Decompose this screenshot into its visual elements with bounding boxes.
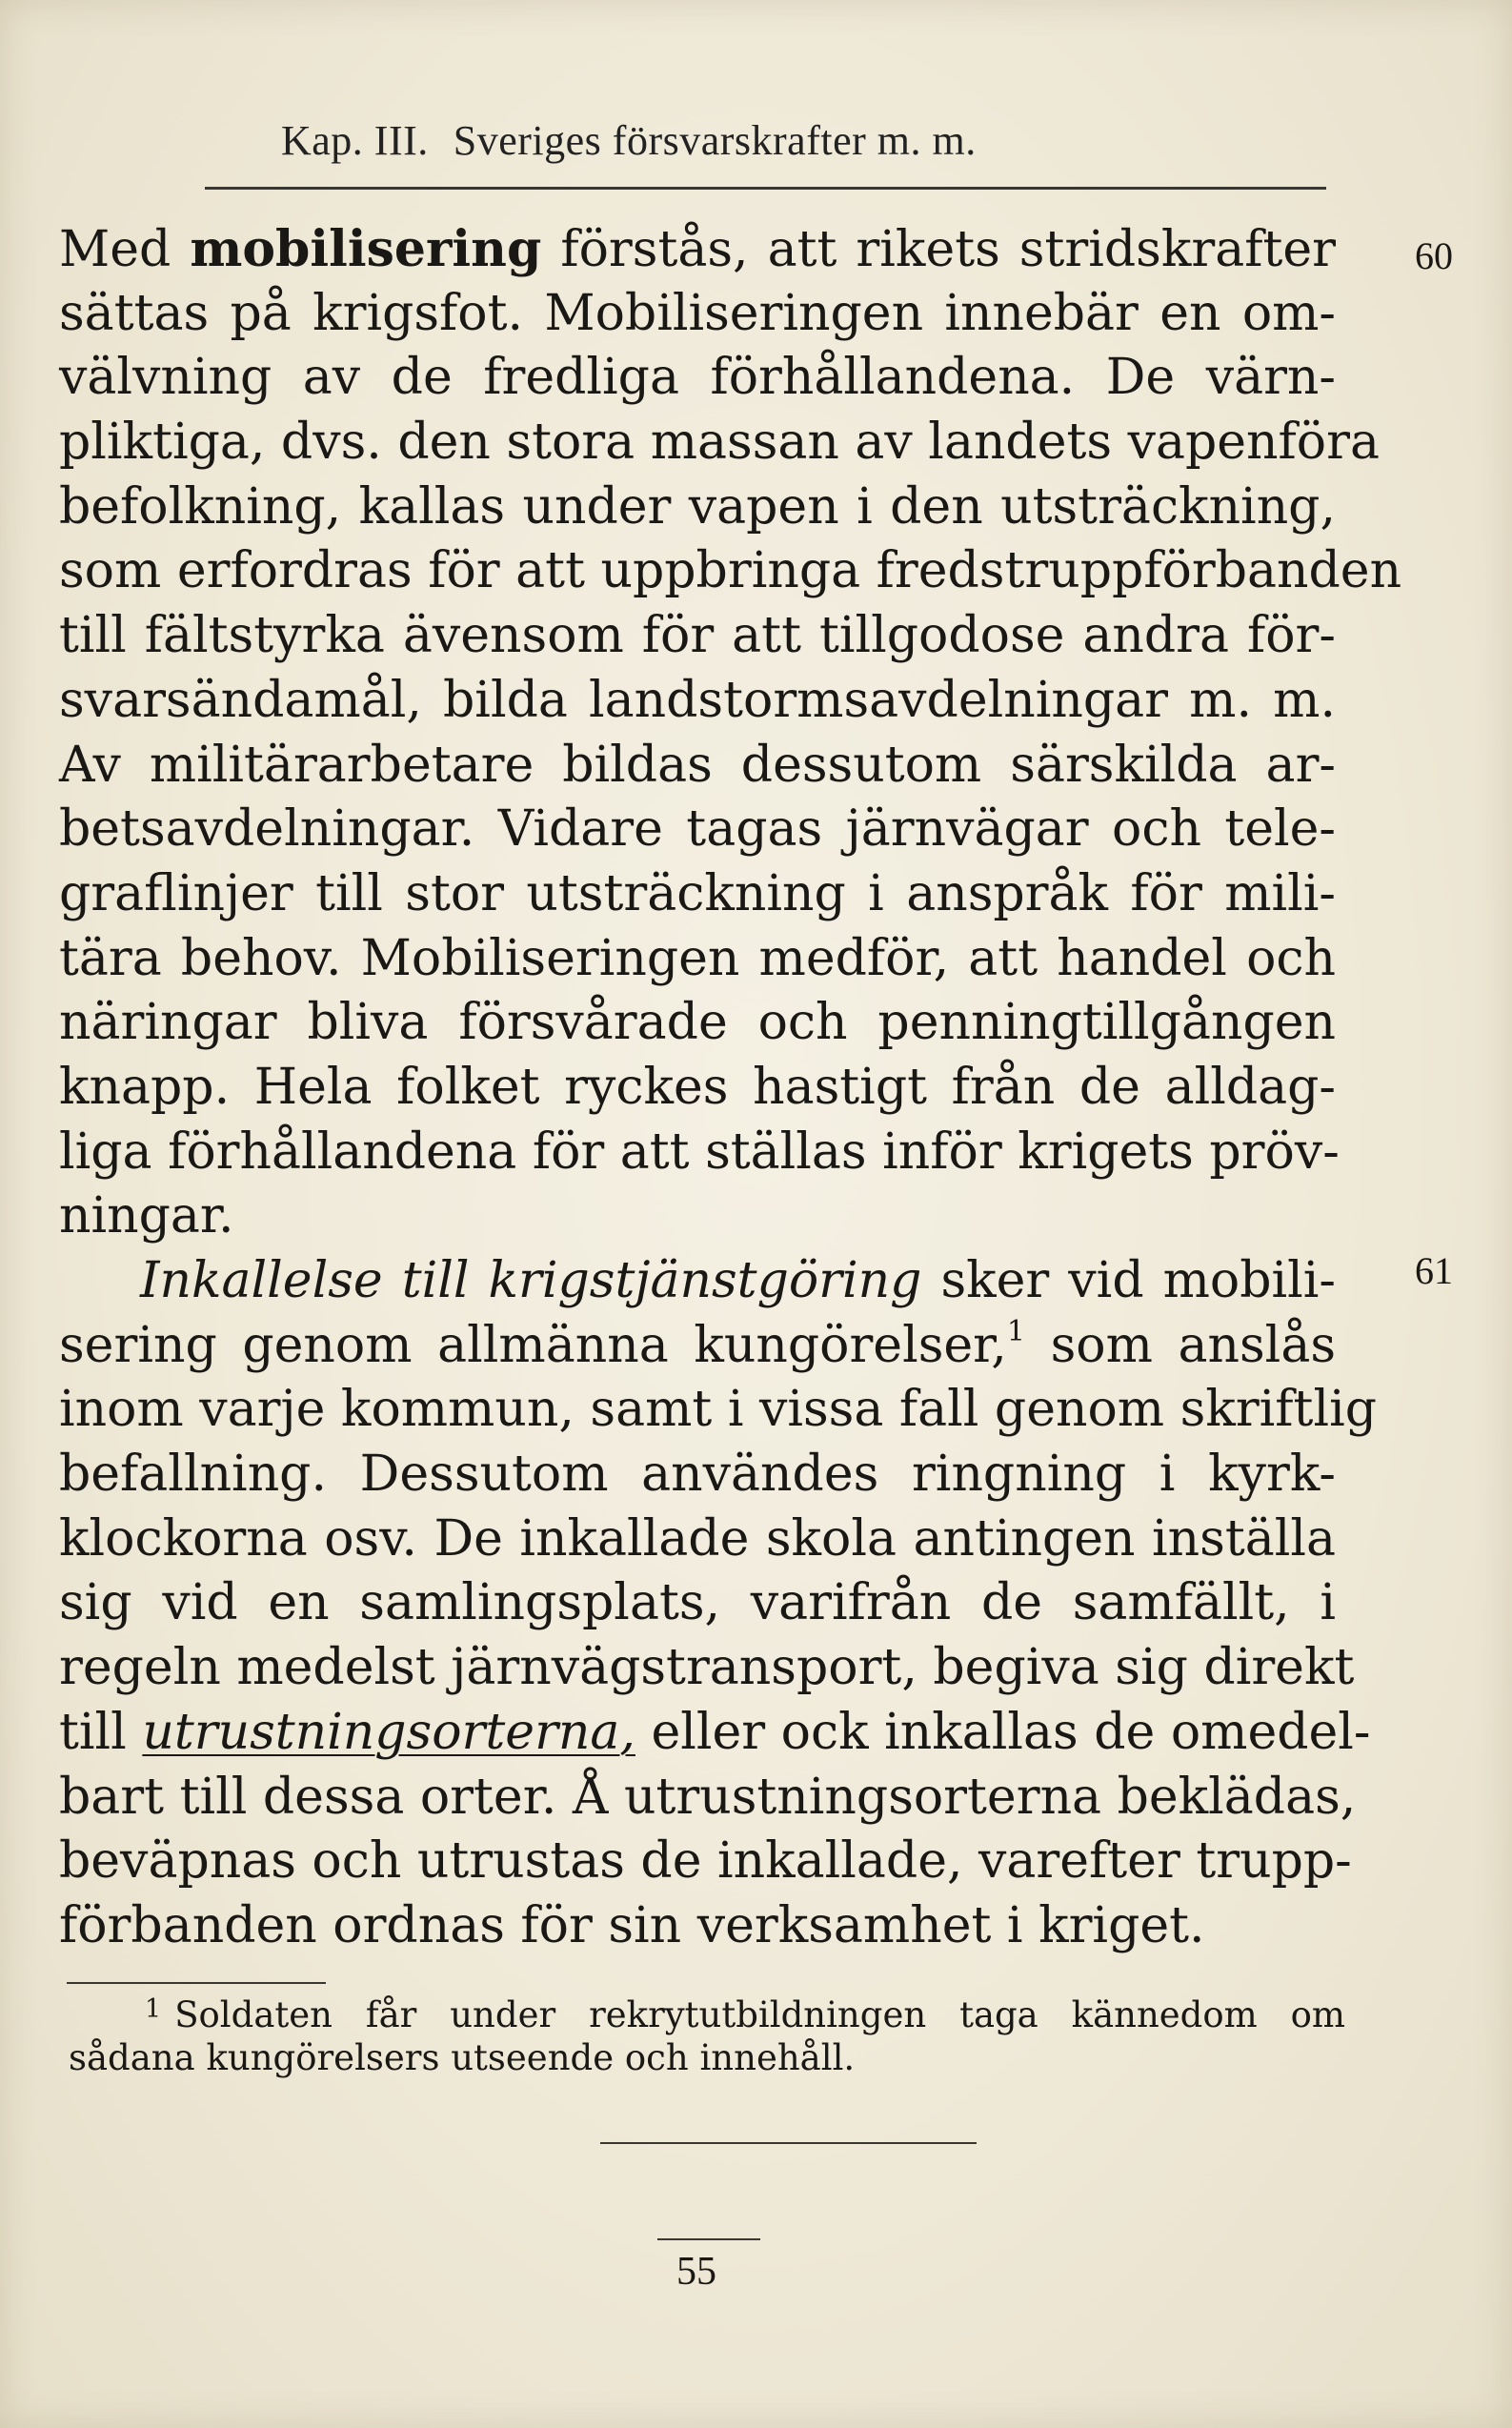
body-text — [59, 217, 1402, 1959]
text-line: befolkning, kallas under vapen i den utsträckning, — [59, 477, 1336, 536]
text-line: till utrustningsorterna, eller ock inkallas de omedel- — [59, 1703, 1371, 1761]
term-utrustningsorterna: utrustningsorterna, — [142, 1703, 635, 1761]
text-line: sig vid en samlingsplats, varifrån de samfällt, i — [59, 1574, 1336, 1632]
footnote-reference: 1 — [1006, 1314, 1025, 1348]
running-head — [281, 116, 977, 165]
text-line: betsavdelningar. Vidare tagas järnvägar och tele- — [59, 800, 1336, 859]
text-line: näringar bliva försvårade och penningtillgången — [59, 994, 1336, 1052]
divider-rule — [600, 2142, 977, 2144]
text-line: bart till dessa orter. Å utrustningsorterna beklädas, — [59, 1768, 1357, 1826]
footnote-line: $^1$ Soldaten får under rekrytutbildningen taga kännedom om — [145, 1994, 1345, 2035]
text-line: liga förhållandena för att ställas inför krigets pröv- — [59, 1123, 1340, 1181]
text-line: graflinjer till stor utsträckning i anspråk för mili- — [59, 864, 1336, 922]
text-line: Inkallelse till krigstjänstgöring sker vid mobili- — [140, 1252, 1336, 1309]
text-line: förbanden ordnas för sin verksamhet i kriget. — [59, 1896, 1205, 1954]
page-number-rule — [657, 2238, 760, 2240]
margin-number-61: 61 — [1415, 1249, 1453, 1292]
text-line: befallning. Dessutom användes ringning i kyrk- — [59, 1446, 1336, 1504]
text-line: tära behov. Mobiliseringen medför, att handel och — [59, 929, 1336, 987]
header-rule — [205, 187, 1326, 190]
text-line: inom varje kommun, samt i vissa fall genom skriftlig — [59, 1381, 1378, 1439]
text-line: pliktiga, dvs. den stora massan av landets vapenföra — [59, 414, 1380, 472]
text-line: välvning av de fredliga förhållandena. De värn- — [59, 349, 1336, 407]
text-line: knapp. Hela folket ryckes hastigt från de alldag- — [59, 1058, 1336, 1116]
footnote-rule — [67, 1982, 326, 1984]
text-line: klockorna osv. De inkallade skola antingen inställa — [59, 1509, 1336, 1568]
term-inkallelse: Inkallelse till krigstjänstgöring — [140, 1252, 922, 1309]
text-line: sering genom allmänna kungörelser,$^1$ som anslås — [59, 1314, 1337, 1374]
chapter-label: Kap. III. — [281, 117, 429, 164]
text-line: som erfordras för att uppbringa fredstruppförbanden — [59, 542, 1402, 600]
footnote-mark: 1 — [145, 1994, 162, 2024]
text-line: beväpnas och utrustas de inkallade, varefter trupp- — [59, 1832, 1352, 1891]
text-line: Med mobilisering förstås, att rikets stridskrafter — [59, 220, 1336, 278]
text-line: till fältstyrka ävensom för att tillgodose andra för- — [59, 607, 1336, 665]
page-number: 55 — [676, 2250, 716, 2294]
text-line: regeln medelst järnvägstransport, begiva sig direkt — [59, 1639, 1355, 1697]
margin-number-60: 60 — [1415, 234, 1453, 277]
text-line: Av militärarbetare bildas dessutom särskilda ar- — [59, 736, 1336, 794]
footnote — [69, 1985, 1345, 2082]
footnote-line: sådana kungörelsers utseende och innehåll. — [69, 2037, 856, 2078]
text-line: svarsändamål, bilda landstormsavdelningar m. m. — [59, 671, 1336, 729]
text-line: sättas på krigsfot. Mobiliseringen innebär en om- — [59, 284, 1336, 342]
term-mobilisering: mobilisering — [190, 220, 542, 278]
chapter-title: Sveriges försvarskrafter m. m. — [453, 117, 977, 164]
text-line: ningar. — [59, 1187, 234, 1245]
